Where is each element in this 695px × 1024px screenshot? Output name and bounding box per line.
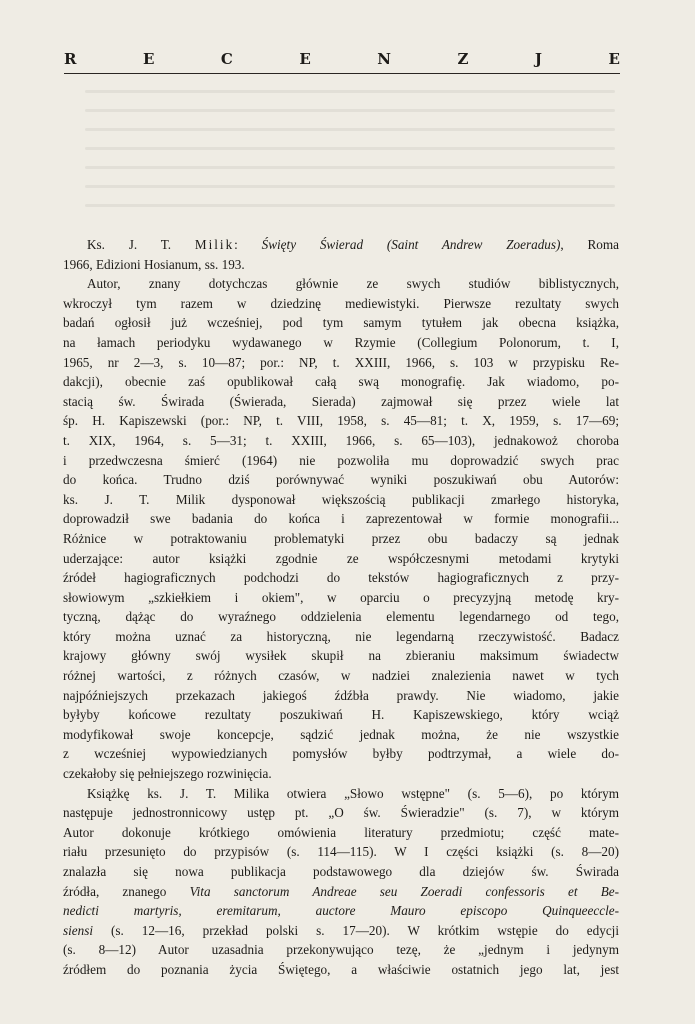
header-letter: J [534,50,542,68]
bibliography-line: 1966, Edizioni Hosianum, ss. 193. [63,256,245,272]
text-line: wkroczył tym razem w dziedzinę mediewistyki. Pierwsze rezultaty swych [63,295,619,311]
text-line: najpóźniejszych przekazach jakiegoś źdźbła prawdy. Nie wiadomo, jakie [63,687,619,703]
text-line: Książkę ks. J. T. Milika otwiera „Słowo wstępne" (s. 5—6), po którym [87,785,619,801]
header-letter: Z [457,50,469,68]
text-line: źródła, znanego Vita sanctorum Andreae seu Zoeradi confessoris et Be- [63,883,619,899]
text-line: słowiowym „szkiełkiem i okiem", w oparciu o precyzyjną metodę kry- [63,589,619,605]
text-line: Autor dokonuje krótkiego omówienia literatury przedmiotu; część mate- [63,824,619,840]
text-line: śp. H. Kapiszewski (por.: NP, t. VIII, 1958, s. 45—81; t. X, 1959, s. 17—69; [63,413,619,429]
text-line: ks. J. T. Milik dysponował większością publikacji zmarłego historyka, [63,491,619,507]
header-rule [64,73,620,74]
text-line: znalazła się nowa publikacja podstawowego dla dziejów św. Świrada [63,864,619,879]
text-line: i przedwczesna śmierć (1964) nie pozwoliła mu doprowadzić swych prac [63,452,619,468]
header-letter: E [608,50,620,68]
text-line: dakcji), obecnie zaś opublikował całą swą monografię. Jak wiadomo, po- [63,374,619,390]
paragraph-2 [63,784,619,980]
source-title: Vita sanctorum Andreae seu Zoeradi confessoris et Be- [189,883,619,899]
text-line: krajowy główny swój wysiłek skupił na zbieraniu maksimum świadectw [63,648,619,664]
text-line: Autor, znany dotychczas głównie ze swych studiów biblistycznych, [87,276,619,292]
text-line: siensi (s. 12—16, przekład polski s. 17—20). W krótkim wstępie do edycji [63,922,619,938]
paragraph-1 [63,274,619,783]
text-line: czekałoby się pełniejszego rozwinięcia. [63,766,272,782]
text-line: stacią św. Świrada (Świerada, Sierada) zajmował się przez wiele lat [63,393,619,409]
text-line: na łamach periodyku wydawanego w Rzymie (Collegium Polonorum, t. I, [63,334,619,350]
header-letter: E [299,50,311,68]
book-title: Święty Świerad (Saint Andrew Zoeradus) [261,237,561,252]
running-header [64,50,620,68]
text-line: (s. 8—12) Autor uzasadnia przekonywująco tezę, że „jednym i jedynym [63,942,619,958]
header-letter: N [377,50,391,68]
text-line: badań ogłosił już wcześniej, pod tym samym tytułem jak obecna książka, [63,315,619,331]
header-letter: C [220,50,233,68]
text-line: z wcześniej wypowiedzianych pomysłów byłby podtrzymał, a wiele do- [63,746,619,762]
text-line: t. XIX, 1964, s. 5—31; t. XXIII, 1966, s. 65—103), jednakowoż choroba [63,432,619,448]
text-line: doprowadził swe badania do końca i zaprezentował w formie monografii... [63,511,619,527]
text-line: Różnice w potraktowaniu problematyki przez obu badaczy są jednak [63,530,619,546]
text-line: tyczną, dążąc do wyraźnego oddzielenia elementu legendarnego od tego, [63,609,619,625]
text-line: różnej wartości, z różnych czasów, w nadziei znalezienia nawet w tych [63,668,619,684]
header-letter: R [64,50,77,68]
show-through-text [85,90,615,225]
header-letter: E [142,50,155,68]
text-line: byłyby końcowe rezultaty poszukiwań H. Kapiszewskiego, który wciąż [63,707,619,723]
review-body [63,235,619,980]
text-line: modyfikował swoje koncepcje, sądzić jednak można, że nie wszystkie [63,726,619,742]
text-line [63,901,619,921]
text-line: który można uznać za historyczną, nie legendarną rzeczywistość. Badacz [63,628,619,644]
bibliography-line: Ks. J. T. Milik: Święty Świerad (Saint Andrew Zoeradus), Roma [87,237,619,252]
text-line: źródłem do poznania życia Świętego, a właściwie ostatnich jego lat, jest [63,961,619,977]
text-line: uderzające: autor książki zgodnie ze współczesnymi metodami krytyki [63,550,619,566]
text-line: riału przesunięto do przypisów (s. 114—115). W I części książki (s. 8—20) [63,844,619,860]
text-line: 1965, nr 2—3, s. 10—87; por.: NP, t. XXIII, 1966, s. 103 w przypisku Re- [63,354,619,370]
source-title: siensi [63,922,94,938]
text-line: źródeł hagiograficznych podchodzi do tekstów hagiograficznych z przy- [63,570,619,586]
author-name: Milik [194,237,235,252]
text-line: do końca. Trudno dziś porównywać wyniki poszukiwań obu Autorów: [63,472,619,488]
text-line: następuje jednostronnicowy ustęp pt. „O św. Świeradzie" (s. 7), w którym [63,805,619,821]
source-title: nedicti martyris, eremitarum, auctore Mauro episcopo Quinqueeccle- [63,903,619,919]
